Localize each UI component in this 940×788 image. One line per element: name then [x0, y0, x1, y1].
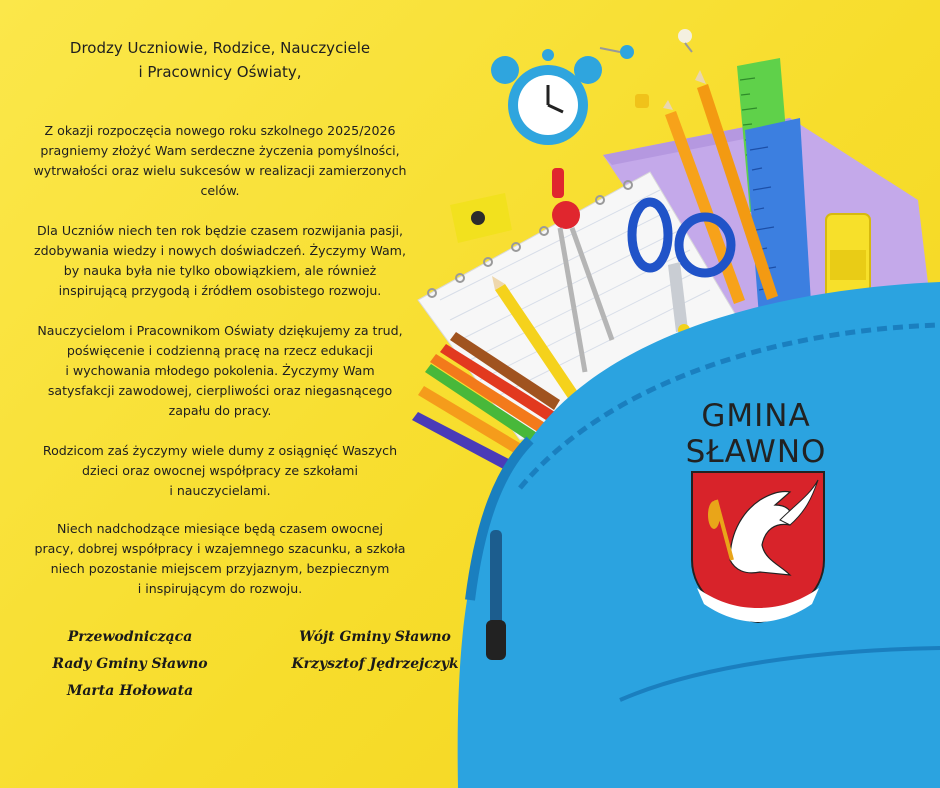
paragraph-line: pracy, dobrej współpracy i wzajemnego szacunku, a szkoła: [34, 541, 406, 556]
signature-mayor: [280, 624, 470, 678]
paragraph-line: niech pozostanie miejscem przyjaznym, bezpiecznym: [50, 561, 390, 576]
paragraph-line: by nauka była nie tylko obowiązkiem, ale również: [63, 263, 377, 278]
paragraph-parents: [0, 441, 440, 501]
paragraph-line: i inspirującym do rozwoju.: [137, 581, 303, 596]
greeting-heading: [0, 36, 440, 84]
paragraph-line: zdobywania wiedzy i nowych doświadczeń. Życzymy Wam,: [34, 243, 406, 258]
paragraph-line: Nauczycielom i Pracownikom Oświaty dziękujemy za trud,: [37, 323, 403, 338]
paragraph-line: Niech nadchodzące miesiące będą czasem owocnej: [57, 521, 383, 536]
gmina-logo: [676, 398, 836, 470]
paragraph-line: dzieci oraz owocnej współpracy ze szkołami: [82, 463, 358, 478]
signature-line: Rady Gminy Sławno: [52, 656, 208, 672]
logo-line-1: GMINA: [701, 398, 811, 434]
paragraph-line: poświęcenie i codzienną pracę na rzecz edukacji: [66, 343, 374, 358]
paragraph-teachers: [0, 321, 440, 421]
greeting-letter: [0, 0, 460, 788]
alarm-clock: [491, 49, 602, 145]
pushpins: [600, 29, 692, 108]
paragraph-line: celów.: [200, 183, 240, 198]
paragraph-line: Dla Uczniów niech ten rok będzie czasem rozwijania pasji,: [36, 223, 403, 238]
greeting-line-2: i Pracownicy Oświaty,: [138, 63, 302, 81]
logo-line-2: SŁAWNO: [685, 434, 827, 470]
signature-line: Wójt Gminy Sławno: [299, 629, 451, 645]
paragraph-new-school-year: [0, 121, 440, 201]
signature-line: Krzysztof Jędrzejczyk: [291, 656, 459, 672]
paragraph-line: i wychowania młodego pokolenia. Życzymy Wam: [65, 363, 375, 378]
paragraph-line: inspirującą przygodą i źródłem osobistego rozwoju.: [58, 283, 382, 298]
paragraph-closing: [0, 519, 440, 599]
paragraph-line: wytrwałości oraz wielu sukcesów w realizacji zamierzonych: [33, 163, 407, 178]
greeting-line-1: Drodzy Uczniowie, Rodzice, Nauczyciele: [69, 39, 371, 57]
crest: [692, 472, 824, 622]
paragraph-students: [0, 221, 440, 301]
paragraph-line: Z okazji rozpoczęcia nowego roku szkolnego 2025/2026: [44, 123, 396, 138]
paragraph-line: pragniemy złożyć Wam serdeczne życzenia pomyślności,: [40, 143, 400, 158]
paragraph-line: zapału do pracy.: [168, 403, 272, 418]
signature-line: Marta Hołowata: [66, 683, 194, 699]
signature-line: Przewodnicząca: [67, 629, 193, 645]
paragraph-line: satysfakcji zawodowej, cierpliwości oraz niegasnącego: [47, 383, 393, 398]
signature-council-chair: [40, 624, 220, 705]
paragraph-line: Rodzicom zaś życzymy wiele dumy z osiągnięć Waszych: [42, 443, 398, 458]
paragraph-line: i nauczycielami.: [169, 483, 271, 498]
